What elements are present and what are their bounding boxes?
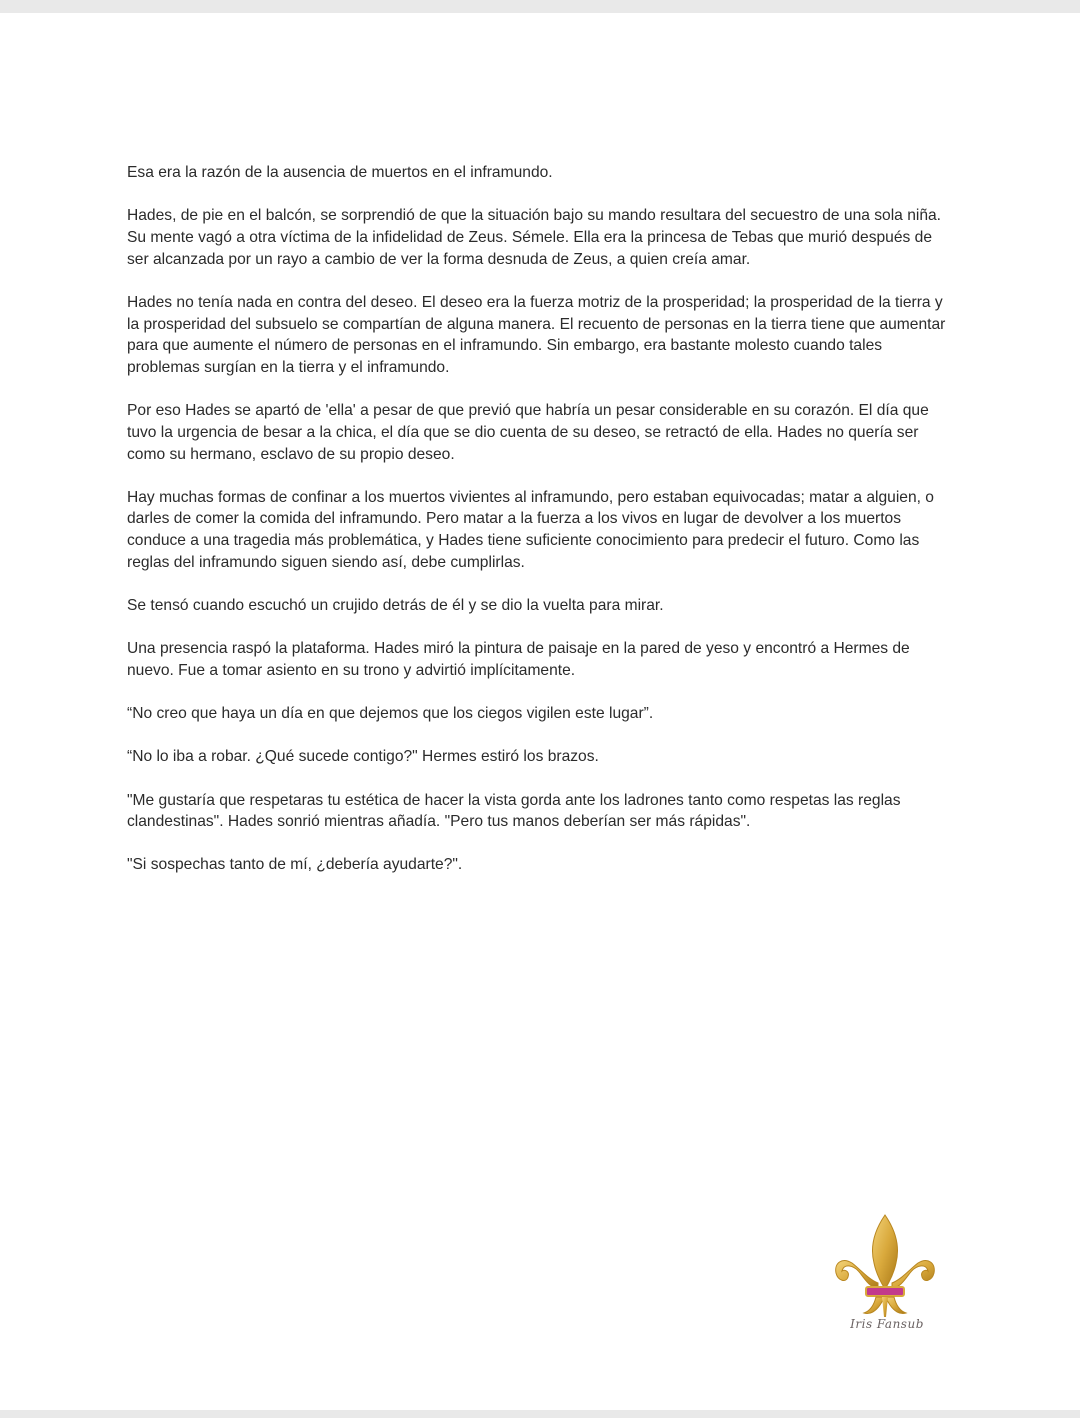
paragraph-4: Por eso Hades se apartó de 'ella' a pesar de que previó que habría un pesar considerable en su corazón. El día que tuvo la urgencia de besar a la chica, el día que se dio cuenta de su deseo, se retractó de ella. Hades no quería ser como su hermano, esclavo de su propio deseo. bbox=[127, 402, 929, 463]
paragraph-9: “No lo iba a robar. ¿Qué sucede contigo?" Hermes estiró los brazos. bbox=[127, 748, 599, 766]
paragraph-8: “No creo que haya un día en que dejemos que los ciegos vigilen este lugar”. bbox=[127, 705, 654, 723]
paragraph-6: Se tensó cuando escuchó un crujido detrás de él y se dio la vuelta para mirar. bbox=[127, 597, 664, 615]
paragraph-7: Una presencia raspó la plataforma. Hades miró la pintura de paisaje en la pared de yeso y encontró a Hermes de nuevo. Fue a tomar asiento en su trono y advirtió implícitamente. bbox=[127, 640, 910, 679]
paragraph-2: Hades, de pie en el balcón, se sorprendió de que la situación bajo su mando resultara del secuestro de una sola niña. Su mente vagó a otra víctima de la infidelidad de Zeus. Sémele. Ella era la princesa de Tebas que murió después de ser alcanzada por un rayo a cambio de ver la forma desnuda de Zeus, a quien creía amar. bbox=[127, 207, 942, 268]
fansub-signature: Iris Fansub bbox=[850, 1317, 924, 1331]
paragraph-3: Hades no tenía nada en contra del deseo. El deseo era la fuerza motriz de la prosperidad; la prosperidad de la tierra y la prosperidad del subsuelo se compartían de alguna manera. El recuento de personas en la tierra tiene que aumentar para que aumente el número de personas en el inframundo. Sin embargo, era bastante molesto cuando tales problemas surgían en la tierra y el inframundo. bbox=[127, 293, 946, 376]
paragraph-10: "Me gustaría que respetaras tu estética de hacer la vista gorda ante los ladrones tanto como respetas las reglas clandestinas". Hades sonrió mientras añadía. "Pero tus manos deberían ser más rápidas". bbox=[127, 791, 901, 831]
paragraph-5: Hay muchas formas de confinar a los muertos vivientes al inframundo, pero estaban equivocadas; matar a alguien, o darles de comer la comida del inframundo. Pero matar a la fuerza a los vivos en lugar de devolver a los muertos conduce a una tragedia más problemática, y Hades tiene suficiente conocimiento para predecir el futuro. Como las reglas del inframundo siguen siendo así, debe cumplirlas. bbox=[127, 488, 934, 571]
paragraph-1: Esa era la razón de la ausencia de muertos en el inframundo. bbox=[127, 164, 553, 181]
paragraph-11: "Si sospechas tanto de mí, ¿debería ayudarte?". bbox=[127, 856, 463, 874]
document-body bbox=[127, 162, 957, 898]
document-page bbox=[0, 13, 1080, 1410]
